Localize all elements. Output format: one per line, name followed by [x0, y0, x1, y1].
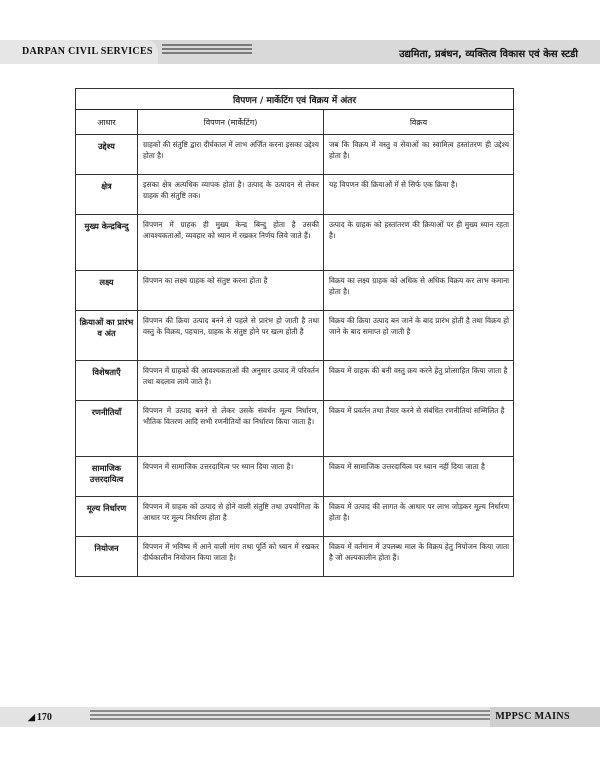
- page-number: [28, 707, 80, 727]
- comparison-table: [75, 88, 514, 577]
- row-aspect: मूल्य निर्धारण: [76, 497, 138, 537]
- table-row: [76, 271, 514, 311]
- row-selling: जब कि विक्रय में वस्तु व सेवाओं का स्वामित्व हस्तांतरण ही उद्देश्य होता है।: [324, 135, 514, 175]
- row-marketing: विपणन में ग्राहक को उत्पाद से होने वाली संतुष्टि तथा उपयोगिता के आधार पर मूल्य निर्धारण होता है: [138, 497, 324, 537]
- row-selling: उत्पाद के ग्राहक को हस्तांतरण की क्रियाओं पर ही मुख्य ध्यान रहता है।: [324, 215, 514, 271]
- row-selling: विक्रय में उत्पाद की लागत के आधार पर लाभ जोड़कर मूल्य निर्धारण होता है।: [324, 497, 514, 537]
- header-brand-text: DARPAN CIVIL SERVICES: [22, 46, 153, 57]
- row-selling: विक्रय में प्रवर्तन तथा तैयार करने से संबंधित रणनीतियां सम्मिलित है: [324, 401, 514, 457]
- row-marketing: विपणन में ग्राहक ही मुख्य केन्द्र बिन्दु होता है उसकी आवश्यकताओं, व्यवहार को ध्यान में रखकर निर्णय लिये जाते हैं।: [138, 215, 324, 271]
- header-stripes: [162, 44, 252, 58]
- row-selling: विक्रय में ग्राहक की बनी वस्तु क्रय करने हेतु प्रोत्साहित किया जाता है: [324, 361, 514, 401]
- row-aspect: क्रियाओं का प्रारंभ व अंत: [76, 311, 138, 361]
- row-aspect: विशेषताएँ: [76, 361, 138, 401]
- row-aspect: मुख्य केन्द्रबिन्दु: [76, 215, 138, 271]
- row-marketing: विपणन में ग्राहकों की आवश्यकताओं की अनुसार उत्पाद में परिवर्तन तथा बदलाव लाये जाते है।: [138, 361, 324, 401]
- row-aspect: रणनीतियाँ: [76, 401, 138, 457]
- row-marketing: विपणन में सामाजिक उत्तरदायित्व पर ध्यान दिया जाता है।: [138, 457, 324, 497]
- row-selling: यह विपणन की क्रियाओं में से सिर्फ एक क्रिया है।: [324, 175, 514, 215]
- footer-stripes: [90, 710, 490, 724]
- row-selling: विक्रय की क्रिया उत्पाद बन जाने के बाद प्रारंभ होती है तथा विक्रय हो जाने के बाद समाप्त हो जाती है: [324, 311, 514, 361]
- footer-exam-text: MPPSC MAINS: [495, 711, 570, 722]
- row-selling: विक्रय में वर्तमान में उपलब्ध माल के विक्रय हेतु नियोजन किया जाता है जो अल्पकालीन होता हैं।: [324, 537, 514, 577]
- table-row: [76, 215, 514, 271]
- column-header-marketing: विपणन (मार्केटिंग): [138, 110, 324, 135]
- row-marketing: विपणन का लक्ष्य ग्राहक को संतुष्ट करना होता है: [138, 271, 324, 311]
- table-row: [76, 311, 514, 361]
- header-subject-text: उद्यमिता, प्रबंधन, व्यक्तित्व विकास एवं केस स्टडी: [399, 49, 578, 60]
- table-title: विपणन / मार्केटिंग एवं विक्रय में अंतर: [76, 89, 514, 110]
- pointer-arrow-icon: ◢: [28, 712, 35, 722]
- row-marketing: इसका क्षेत्र अत्यधिक व्यापक होता है। उत्पाद के उत्पादन से लेकर ग्राहक की संतुष्टि तक।: [138, 175, 324, 215]
- row-aspect: उद्देश्य: [76, 135, 138, 175]
- row-aspect: नियोजन: [76, 537, 138, 577]
- table-row: [76, 401, 514, 457]
- table-row: [76, 175, 514, 215]
- page-number-text: 170: [36, 712, 52, 723]
- table-row: [76, 135, 514, 175]
- row-marketing: विपणन में भविष्य में आने वाली मांग तथा पूर्ति को ध्यान में रखकर दीर्घकालीन नियोजन किया जाता है।: [138, 537, 324, 577]
- column-header-selling: विक्रय: [324, 110, 514, 135]
- row-marketing: विपणन में उत्पाद बनने से लेकर उसके संवर्धन मूल्य निर्धारण, भौतिक वितरण आदि सभी रणनीतियों का निर्धारण किया जाता है।: [138, 401, 324, 457]
- table-row: [76, 361, 514, 401]
- table-header-row: [76, 110, 514, 135]
- row-marketing: ग्राहकों की संतुष्टि द्वारा दीर्घकाल में लाभ अर्जित करना इसका उद्देश्य होता है।: [138, 135, 324, 175]
- comparison-table-wrapper: [75, 88, 513, 577]
- table-row: [76, 457, 514, 497]
- row-marketing: विपणन की क्रिया उत्पाद बनने से पहले से प्रारंभ हो जाती है तथा वस्तु के विक्रय, पहचान, ग्राहक के संतुष्ट होने पर खत्म होती है: [138, 311, 324, 361]
- row-selling: विक्रय में सामाजिक उत्तरदायित्व पर ध्यान नहीं दिया जाता है: [324, 457, 514, 497]
- row-aspect: लक्ष्य: [76, 271, 138, 311]
- table-row: [76, 497, 514, 537]
- row-selling: विक्रय का लक्ष्य ग्राहक को अधिक से अधिक विक्रय कर लाभ कमाना होता है।: [324, 271, 514, 311]
- row-aspect: सामाजिक उत्तरदायित्व: [76, 457, 138, 497]
- column-header-basis: आधार: [76, 110, 138, 135]
- row-aspect: क्षेत्र: [76, 175, 138, 215]
- table-row: [76, 537, 514, 577]
